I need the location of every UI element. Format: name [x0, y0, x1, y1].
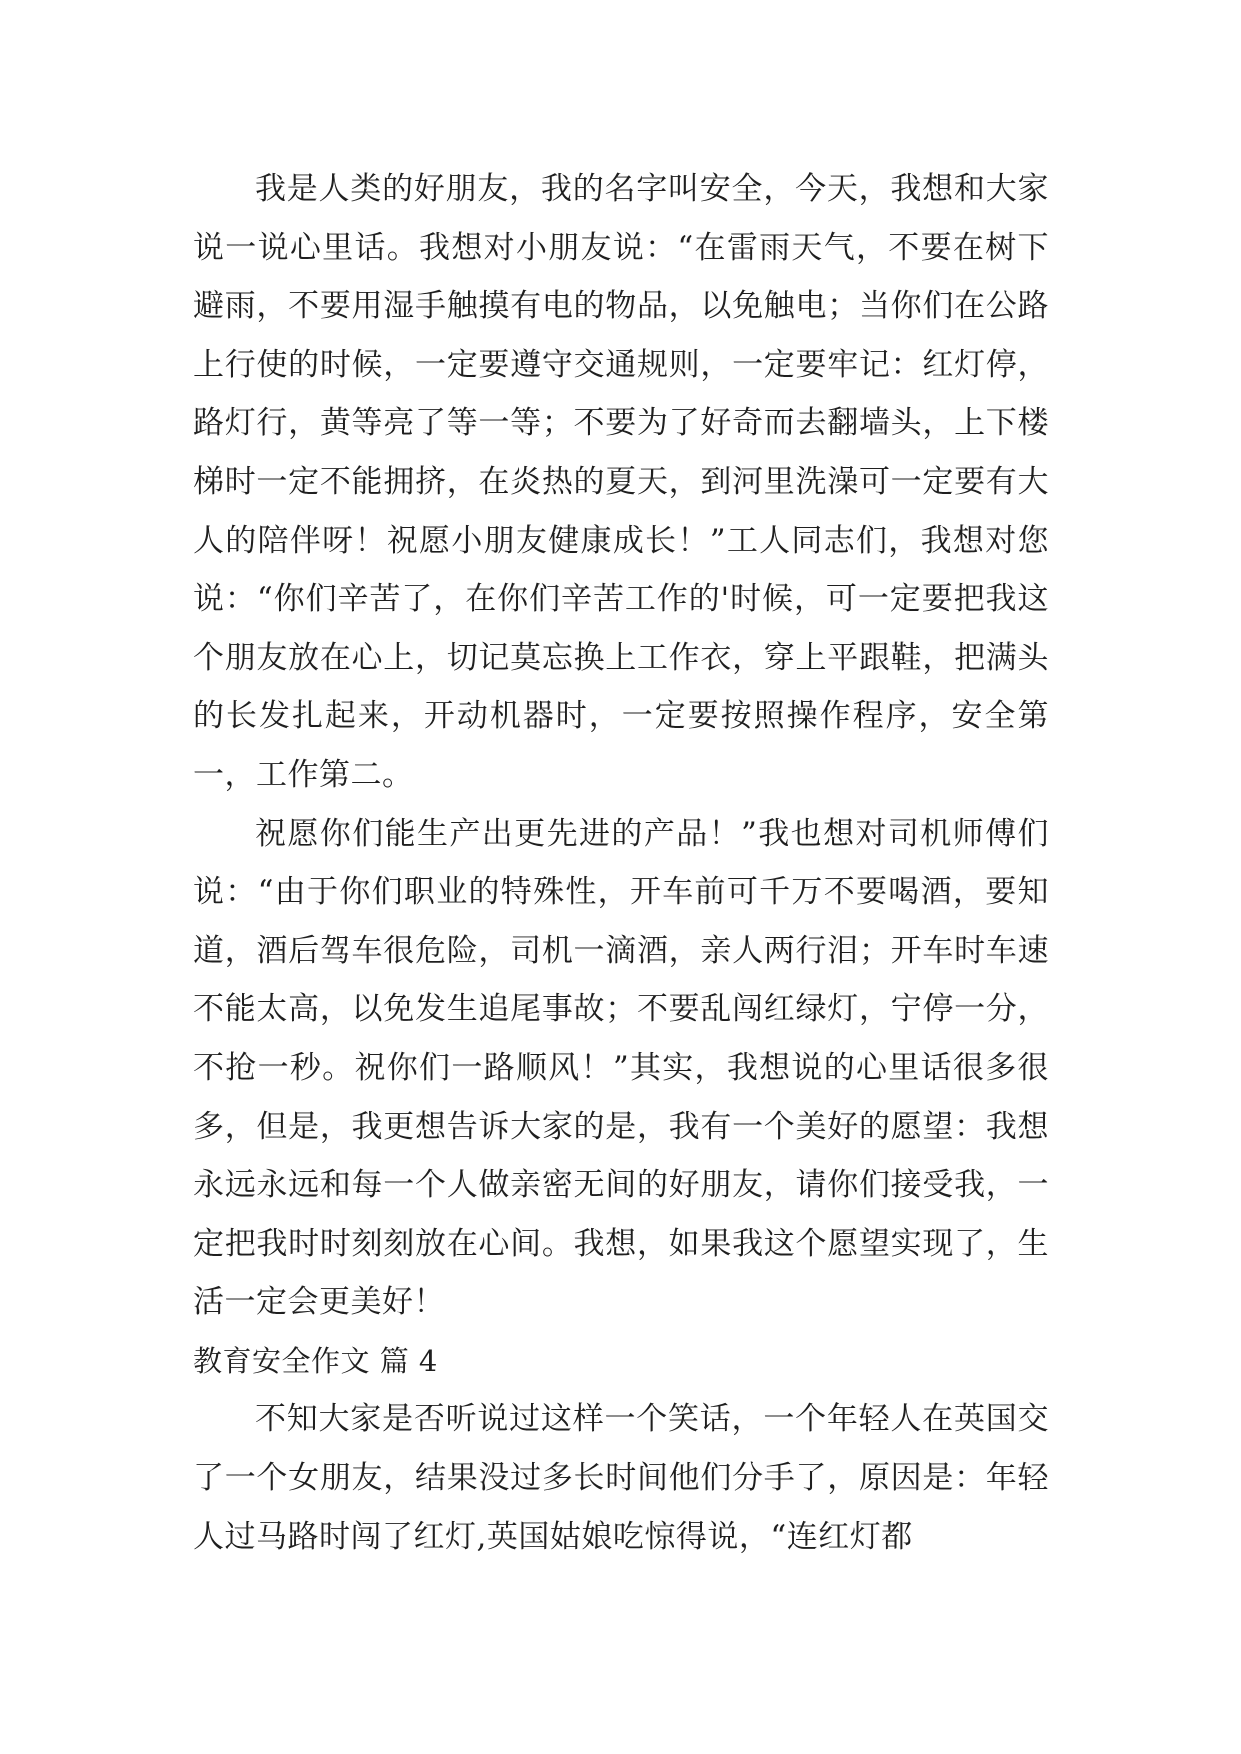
- document-body: [193, 160, 1049, 1566]
- body-paragraph-2: 祝愿你们能生产出更先进的产品！”我也想对司机师傅们说：“由于你们职业的特殊性，开车前可千万不要喝酒，要知道，酒后驾车很危险，司机一滴酒，亲人两行泪；开车时车速不能太高，以免发生追尾事故；不要乱闯红绿灯，宁停一分，不抢一秒。祝你们一路顺风！”其实，我想说的心里话很多很多，但是，我更想告诉大家的是，我有一个美好的愿望：我想永远永远和每一个人做亲密无间的好朋友，请你们接受我，一定把我时时刻刻放在心间。我想，如果我这个愿望实现了，生活一定会更美好！: [193, 815, 1049, 1321]
- section-heading: 教育安全作文 篇 4: [193, 1343, 438, 1378]
- body-paragraph-1: 我是人类的好朋友，我的名字叫安全，今天，我想和大家说一说心里话。我想对小朋友说：“在雷雨天气，不要在树下避雨，不要用湿手触摸有电的物品，以免触电；当你们在公路上行使的时候，一定要遵守交通规则，一定要牢记：红灯停，路灯行，黄等亮了等一等；不要为了好奇而去翻墙头，上下楼梯时一定不能拥挤，在炎热的夏天，到河里洗澡可一定要有大人的陪伴呀！祝愿小朋友健康成长！”工人同志们，我想对您说：“你们辛苦了，在你们辛苦工作的'时候，可一定要把我这个朋友放在心上，切记莫忘换上工作衣，穿上平跟鞋，把满头的长发扎起来，开动机器时，一定要按照操作程序，安全第一，工作第二。: [193, 171, 1049, 793]
- section-paragraph: 不知大家是否听说过这样一个笑话，一个年轻人在英国交了一个女朋友，结果没过多长时间他们分手了，原因是：年轻人过马路时闯了红灯,英国姑娘吃惊得说，“连红灯都: [193, 1401, 1049, 1555]
